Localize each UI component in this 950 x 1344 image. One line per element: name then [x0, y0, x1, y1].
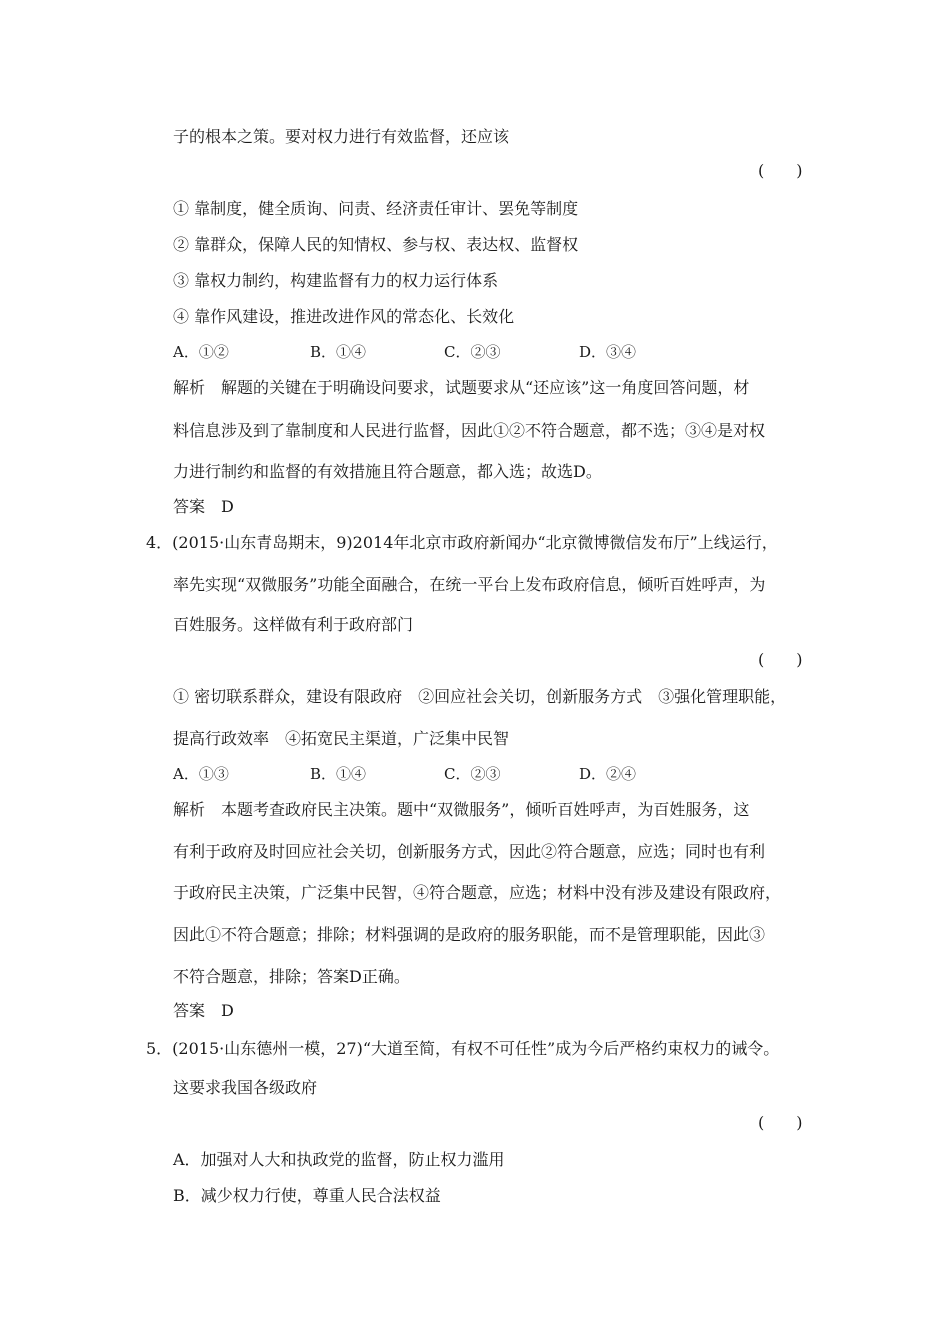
q4-answer: 答案 D [173, 1001, 234, 1020]
q3-option-d: D．③④ [579, 343, 637, 361]
q4-option-a: A．①③ [173, 765, 229, 783]
q3-item-1: ① 靠制度，健全质询、问责、经济责任审计、罢免等制度 [173, 199, 579, 218]
q5-option-b: B．减少权力行使，尊重人民合法权益 [173, 1186, 441, 1205]
q5-answer-blank: ( ) [758, 1113, 803, 1132]
q3-analysis-line: 解析 解题的关键在于明确设问要求，试题要求从“还应该”这一角度回答问题，材 [173, 378, 750, 397]
q3-option-c: C．②③ [444, 343, 501, 361]
q4-items-line: ① 密切联系群众，建设有限政府 ②回应社会关切，创新服务方式 ③强化管理职能， [173, 687, 787, 706]
q3-item-3: ③ 靠权力制约，构建监督有力的权力运行体系 [173, 271, 499, 290]
q4-analysis-line: 有利于政府及时回应社会关切，创新服务方式，因此②符合题意，应选；同时也有利 [173, 842, 766, 861]
q4-analysis-line: 不符合题意，排除；答案D正确。 [173, 967, 410, 986]
q3-stem-line: 子的根本之策。要对权力进行有效监督，还应该 [173, 127, 510, 146]
q4-stem-line: 4．(2015·山东青岛期末，9)2014年北京市政府新闻办“北京微博微信发布厅”上线运行， [146, 533, 778, 552]
q3-item-2: ② 靠群众，保障人民的知情权、参与权、表达权、监督权 [173, 235, 579, 254]
q3-analysis-line: 料信息涉及到了靠制度和人民进行监督，因此①②不符合题意，都不选；③④是对权 [173, 421, 766, 440]
q4-stem-line: 率先实现“双微服务”功能全面融合，在统一平台上发布政府信息，倾听百姓呼声，为 [173, 575, 766, 594]
q3-analysis-line: 力进行制约和监督的有效措施且符合题意，都入选；故选D。 [173, 462, 602, 481]
q3-answer-blank: ( ) [758, 161, 803, 180]
q5-option-a: A．加强对人大和执政党的监督，防止权力滥用 [173, 1150, 505, 1169]
q4-option-b: B．①④ [310, 765, 367, 783]
q5-stem-line: 5．(2015·山东德州一模，27)“大道至简，有权不可任性”成为今后严格约束权力的诫令。 [146, 1039, 780, 1058]
q4-analysis-line: 解析 本题考查政府民主决策。题中“双微服务”，倾听百姓呼声，为百姓服务，这 [173, 800, 750, 819]
q5-stem-line: 这要求我国各级政府 [173, 1078, 318, 1097]
q4-option-d: D．②④ [579, 765, 637, 783]
q4-items-line: 提高行政效率 ④拓宽民主渠道，广泛集中民智 [173, 729, 510, 748]
q4-analysis-line: 因此①不符合题意；排除；材料强调的是政府的服务职能，而不是管理职能，因此③ [173, 925, 766, 944]
q4-analysis-line: 于政府民主决策，广泛集中民智，④符合题意，应选；材料中没有涉及建设有限政府， [173, 883, 782, 902]
q3-item-4: ④ 靠作风建设，推进改进作风的常态化、长效化 [173, 307, 515, 326]
q4-option-c: C．②③ [444, 765, 501, 783]
q4-answer-blank: ( ) [758, 650, 803, 669]
q3-answer: 答案 D [173, 497, 234, 516]
q4-stem-line: 百姓服务。这样做有利于政府部门 [173, 615, 414, 634]
q3-option-a: A．①② [173, 343, 229, 361]
q3-option-b: B．①④ [310, 343, 367, 361]
